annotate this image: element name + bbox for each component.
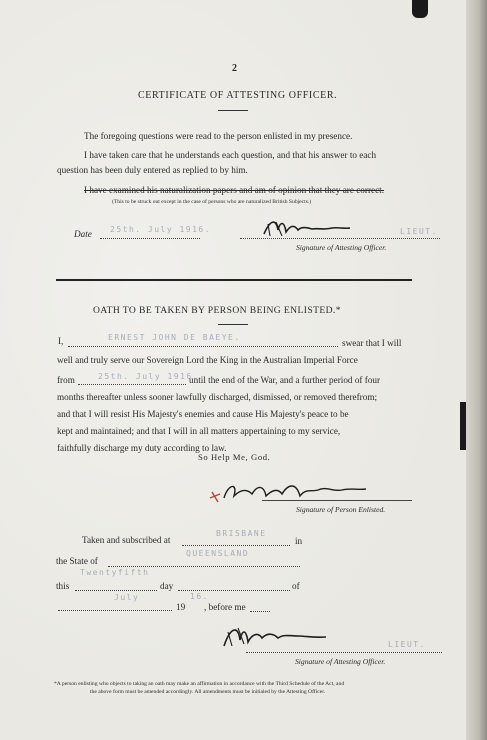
in-label: in	[295, 536, 303, 546]
oath-line-7: faithfully discharge my duty according to law.	[57, 443, 227, 453]
page-edge	[466, 0, 487, 740]
attesting-officer-signature-2	[220, 620, 330, 650]
state-stamp: QUEENSLAND	[186, 549, 250, 558]
section-divider	[56, 279, 412, 281]
footnote-line-2: the above form must be amended accordingly. All amendments must be initialed by the Attesting Officer.	[90, 689, 326, 695]
attesting-officer-signature-1	[262, 216, 352, 240]
place-line	[182, 545, 290, 546]
attesting-officer-caption-2: Signature of Attesting Officer.	[295, 657, 386, 666]
oath-i-label: I,	[58, 336, 64, 346]
edge-ink-mark-right	[460, 402, 466, 450]
before-me-line	[250, 611, 270, 612]
struck-note: (This to be struck out except in the case of persons who are naturalized British Subjects.)	[112, 199, 312, 205]
date-label: Date	[74, 229, 92, 239]
edge-ink-mark-top	[412, 0, 428, 18]
month-year-line	[58, 610, 172, 611]
day-line	[75, 590, 157, 591]
taken-subscribed-label: Taken and subscribed at	[82, 535, 171, 545]
so-help-me-god: So Help Me, God.	[198, 452, 271, 462]
from-date-line	[78, 384, 186, 385]
from-date-stamp: 25th. July 1916.	[98, 372, 200, 381]
enlistee-signature-caption: Signature of Person Enlisted.	[296, 505, 386, 514]
this-label: this	[56, 581, 70, 591]
year-stamp: 16.	[190, 592, 209, 601]
certificate-para-2-line-2: question has been duly entered as replied to by him.	[57, 165, 248, 175]
struck-naturalization-line: I have examined his naturalization papers and am of opinion that they are correct.	[84, 185, 385, 195]
rank-stamp-2: LIEUT.	[388, 640, 426, 649]
oath-line-3-tail: until the end of the War, and a further period of four	[189, 375, 381, 385]
before-me-label: , before me	[204, 602, 246, 612]
certificate-para-1: The foregoing questions were read to the person enlisted in my presence.	[84, 131, 353, 141]
certificate-para-2-line-1: I have taken care that he understands each question, and that his answer to each	[84, 150, 377, 160]
oath-title-underline	[218, 324, 248, 325]
enlistee-name-stamp: ERNEST JOHN DE BAEYE.	[108, 333, 241, 342]
oath-line-1-tail: swear that I will	[342, 338, 402, 348]
certificate-title: CERTIFICATE OF ATTESTING OFFICER.	[138, 90, 338, 101]
oath-title: OATH TO BE TAKEN BY PERSON BEING ENLISTED.*	[93, 305, 341, 316]
attesting-officer-caption-1: Signature of Attesting Officer.	[296, 243, 387, 252]
from-label: from	[57, 375, 75, 385]
enlistee-name-line	[68, 346, 338, 347]
enlistee-signature-line	[262, 500, 412, 501]
of-label: of	[292, 581, 300, 591]
footnote-line-1: *A person enlisting who objects to taking an oath may make an affirmation in accordance with the Third Schedule of the Act, and	[54, 681, 345, 687]
state-line	[108, 566, 300, 567]
oath-line-2: well and truly serve our Sovereign Lord the King in the Australian Imperial Force	[57, 355, 358, 365]
state-label: the State of	[56, 556, 98, 566]
attesting-officer-line-2	[246, 652, 442, 653]
century-label: 19	[176, 602, 186, 612]
attesting-officer-line-1	[240, 238, 440, 239]
day-label: day	[160, 581, 174, 591]
month-line	[178, 590, 290, 591]
month-stamp: July	[114, 593, 140, 602]
page-number: 2	[232, 63, 237, 74]
title-underline	[218, 110, 248, 111]
place-stamp: BRISBANE	[216, 529, 267, 538]
date-line	[100, 238, 200, 239]
oath-line-6: kept and maintained; and that I will in all matters appertaining to my service,	[57, 426, 341, 436]
oath-line-4: months thereafter unless sooner lawfully discharged, dismissed, or removed therefrom;	[57, 392, 378, 402]
date-stamp: 25th. July 1916.	[110, 225, 212, 234]
oath-line-5: and that I will resist His Majesty's enemies and cause His Majesty's peace to be	[57, 409, 349, 419]
rank-stamp-1: LIEUT.	[400, 227, 438, 236]
day-stamp: Twentyfifth	[80, 568, 150, 577]
enlistee-signature	[208, 478, 368, 508]
